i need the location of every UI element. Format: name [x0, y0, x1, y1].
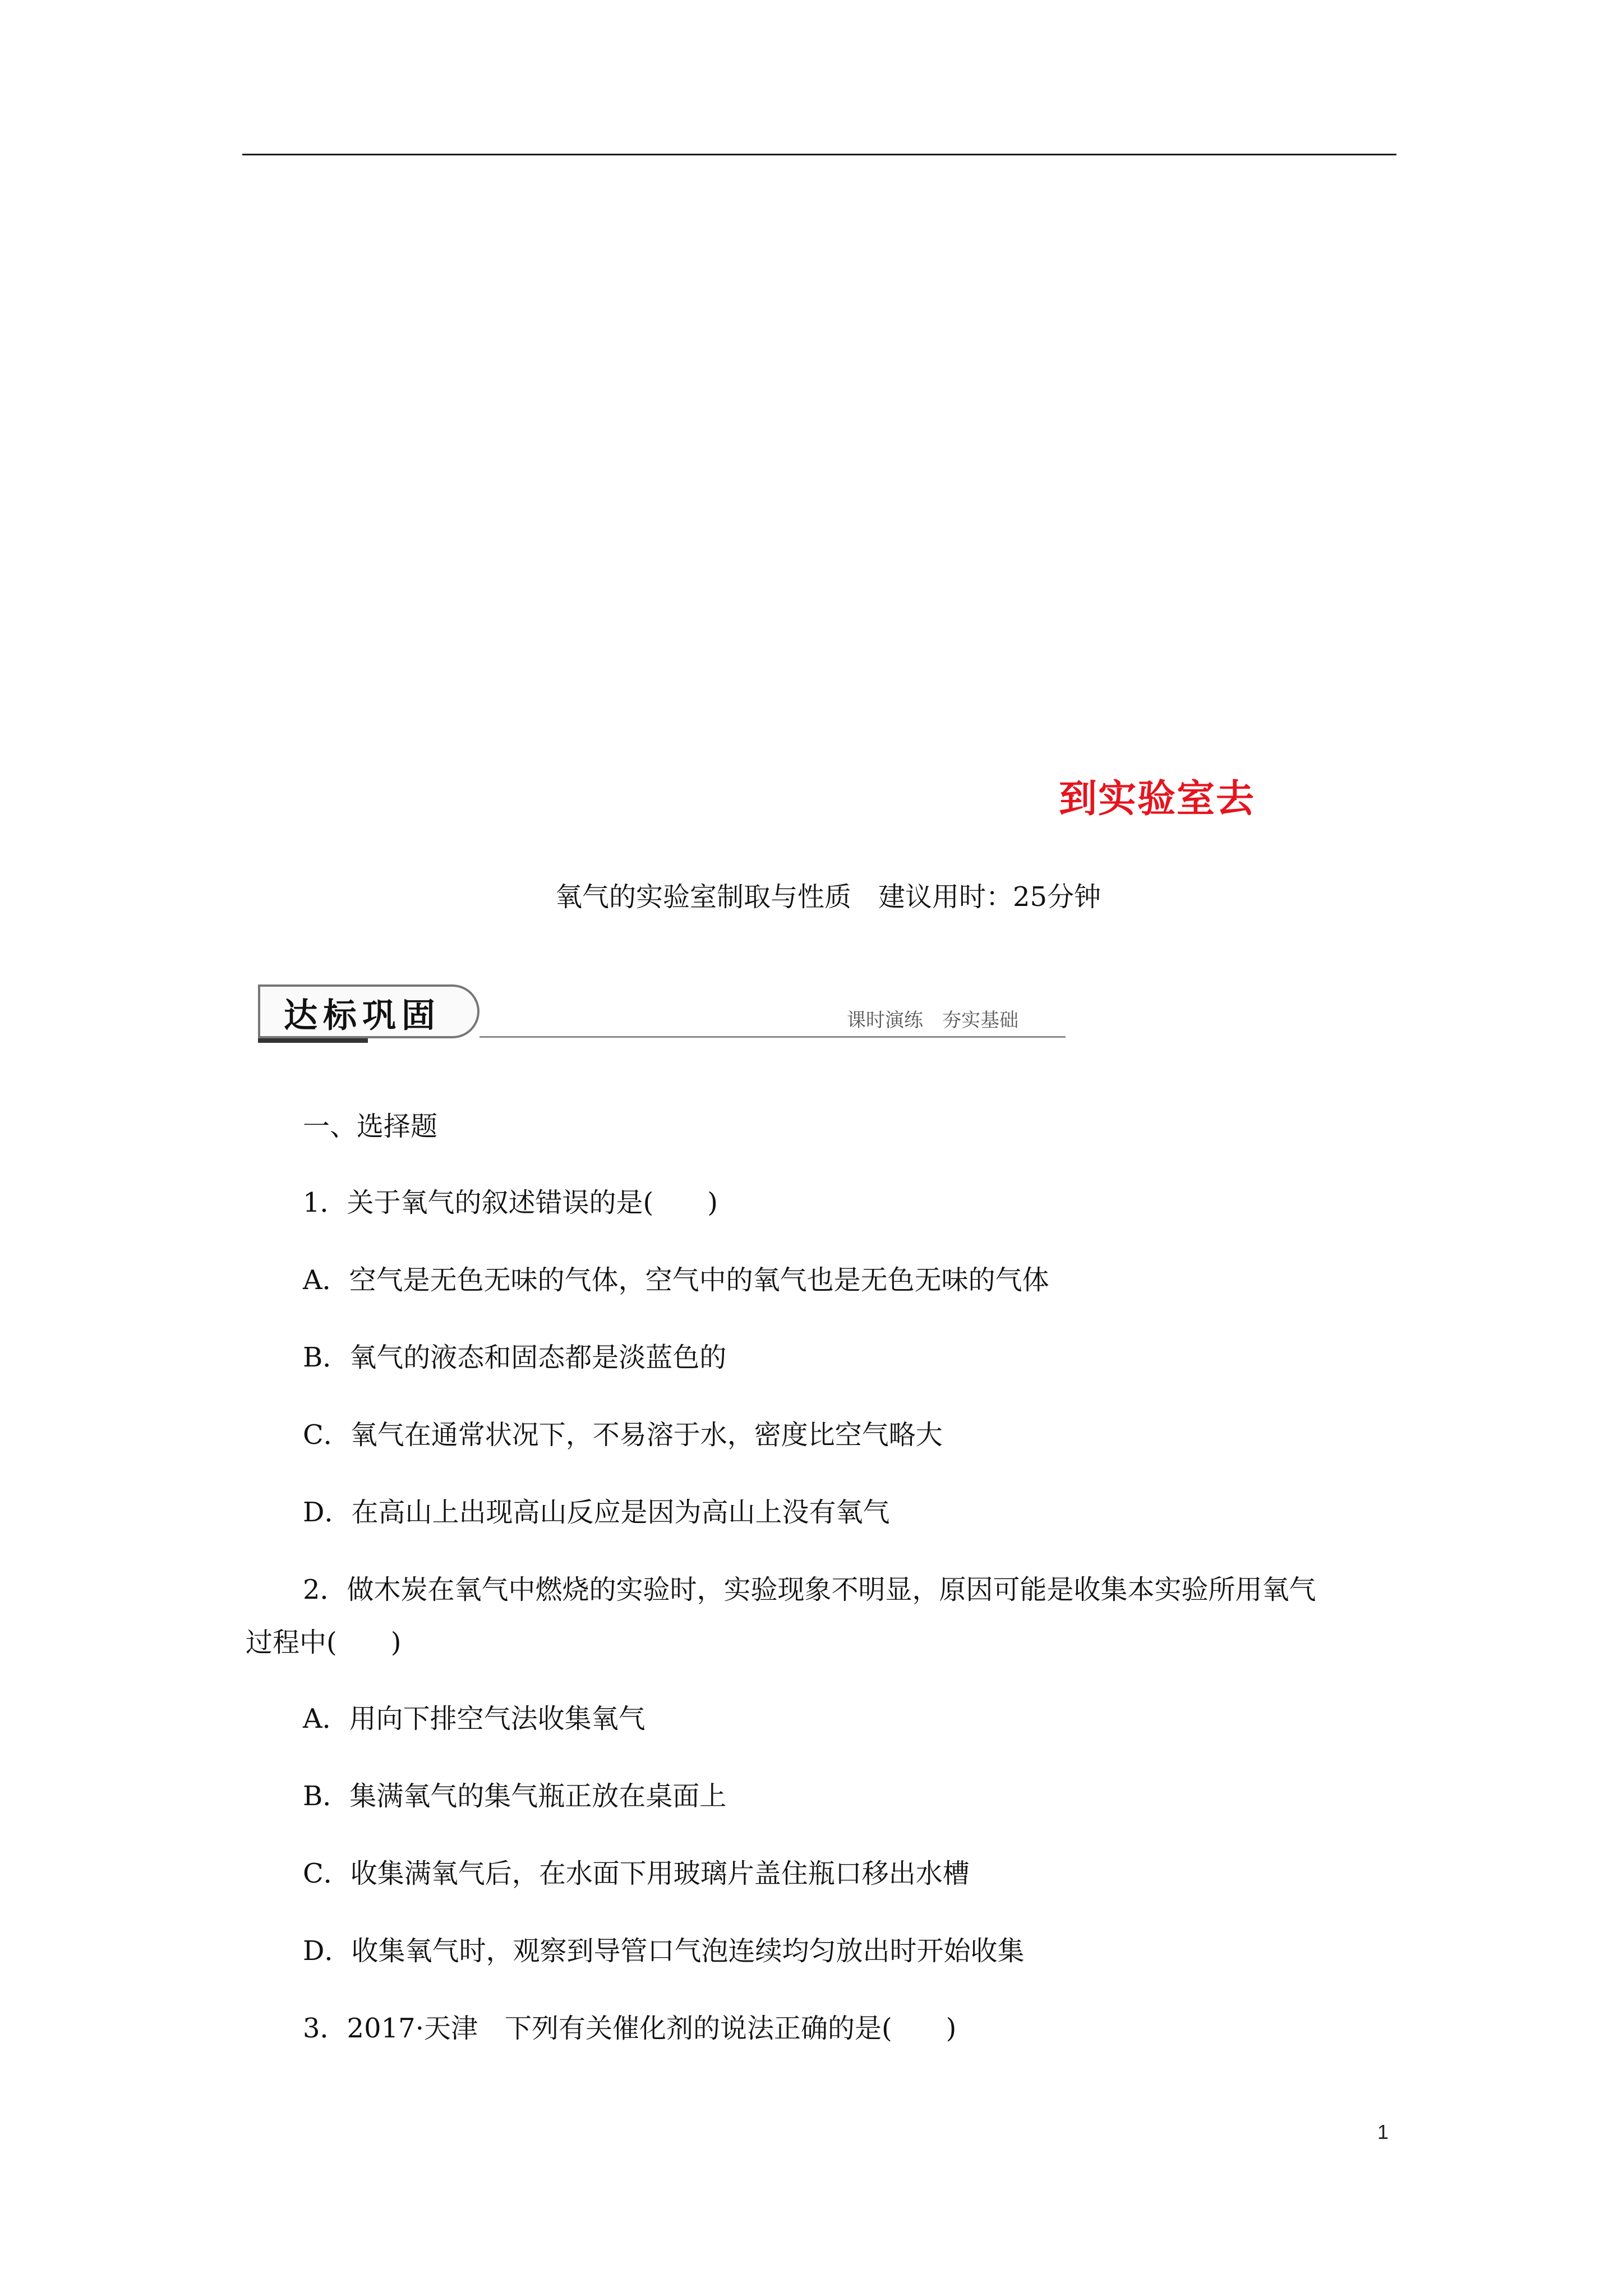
question-2-option-c: C．收集满氧气后，在水面下用玻璃片盖住瓶口移出水槽	[303, 1858, 970, 1889]
section-heading: 一、选择题	[303, 1111, 438, 1142]
banner-badge	[258, 984, 479, 1038]
question-3-stem: 3．2017·天津 下列有关催化剂的说法正确的是( )	[303, 2013, 957, 2044]
banner-badge-underline	[258, 1038, 368, 1043]
question-2-option-b: B．集满氧气的集气瓶正放在桌面上	[303, 1780, 727, 1812]
question-1-option-c: C．氧气在通常状况下，不易溶于水，密度比空气略大	[303, 1419, 943, 1451]
page-title: 到实验室去	[1059, 777, 1256, 821]
question-2-stem-line-1: 2．做木炭在氧气中燃烧的实验时，实验现象不明显，原因可能是收集本实验所用氧气	[303, 1574, 1316, 1605]
page-number: 1	[1377, 2120, 1389, 2143]
question-1-option-b: B．氧气的液态和固态都是淡蓝色的	[303, 1342, 727, 1373]
header-rule	[242, 154, 1396, 155]
question-1-option-a: A．空气是无色无味的气体，空气中的氧气也是无色无味的气体	[303, 1264, 1049, 1296]
question-2-stem-line-2: 过程中( )	[246, 1627, 402, 1658]
section-banner	[258, 984, 1066, 1046]
banner-rule	[479, 1036, 1066, 1038]
question-1-option-d: D．在高山上出现高山反应是因为高山上没有氧气	[303, 1497, 890, 1528]
banner-tagline: 课时演练 夯实基础	[847, 1009, 1018, 1032]
question-2-option-d: D．收集氧气时，观察到导管口气泡连续均匀放出时开始收集	[303, 1935, 1025, 1967]
question-2-option-a: A．用向下排空气法收集氧气	[303, 1703, 645, 1734]
page-subtitle: 氧气的实验室制取与性质 建议用时：25分钟	[555, 881, 1101, 913]
question-1-stem: 1．关于氧气的叙述错误的是( )	[303, 1187, 718, 1218]
banner-badge-label: 达标巩固	[284, 996, 441, 1036]
